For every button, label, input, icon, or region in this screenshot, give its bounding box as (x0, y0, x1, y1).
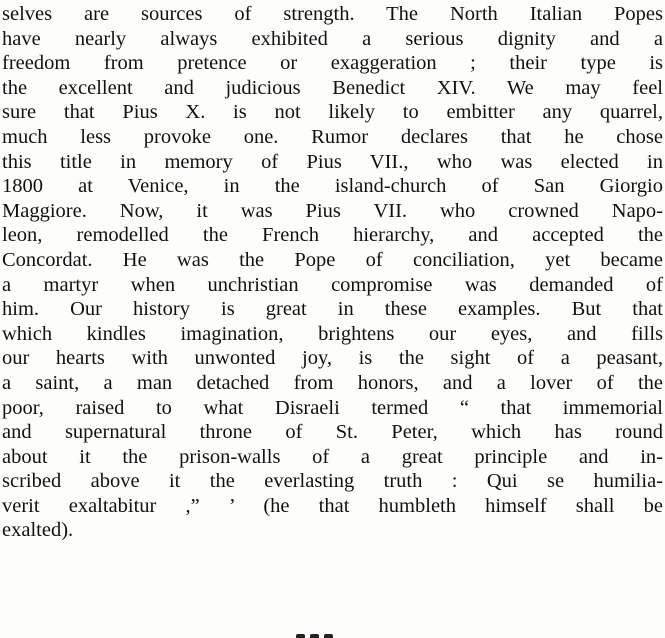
text-line: scribed above it the everlasting truth : Qui se humilia- (2, 470, 663, 493)
text-line: a martyr when unchristian compromise was demanded of (2, 273, 663, 296)
text-line: a saint, a man detached from honors, and a lover of the (2, 371, 663, 394)
text-line: sure that Pius X. is not likely to embitter any quarrel, (2, 101, 663, 124)
text-line: about it the prison-walls of a great principle and in- (2, 445, 663, 468)
text-line: poor, raised to what Disraeli termed “ that immemorial (2, 396, 663, 419)
text-line: have nearly always exhibited a serious dignity and a (2, 27, 663, 50)
text-line: him. Our history is great in these examples. But that (2, 298, 663, 321)
text-line: selves are sources of strength. The North Italian Popes (2, 3, 663, 25)
text-line: leon, remodelled the French hierarchy, and accepted the (2, 224, 663, 247)
cropped-page-marker (296, 629, 356, 638)
text-line: which kindles imagination, brightens our eyes, and fills (2, 322, 663, 345)
text-line: freedom from pretence or exaggeration ; their type is (2, 52, 663, 75)
text-line: Concordat. He was the Pope of conciliation, yet became (2, 248, 663, 271)
text-line: and supernatural throne of St. Peter, which has round (2, 421, 663, 444)
text-line: our hearts with unwonted joy, is the sight of a peasant, (2, 347, 663, 370)
text-line: much less provoke one. Rumor declares that he chose (2, 125, 663, 148)
text-line: the excellent and judicious Benedict XIV. We may feel (2, 76, 663, 99)
text-line: Maggiore. Now, it was Pius VII. who crowned Napo- (2, 199, 663, 222)
text-line: verit exaltabitur ,” ’ (he that humbleth himself shall be (2, 494, 663, 517)
text-line: 1800 at Venice, in the island-church of San Giorgio (2, 175, 663, 198)
text-line: exalted). (2, 519, 74, 542)
text-line: this title in memory of Pius VII., who was elected in (2, 150, 663, 173)
body-paragraph (2, 2, 663, 543)
